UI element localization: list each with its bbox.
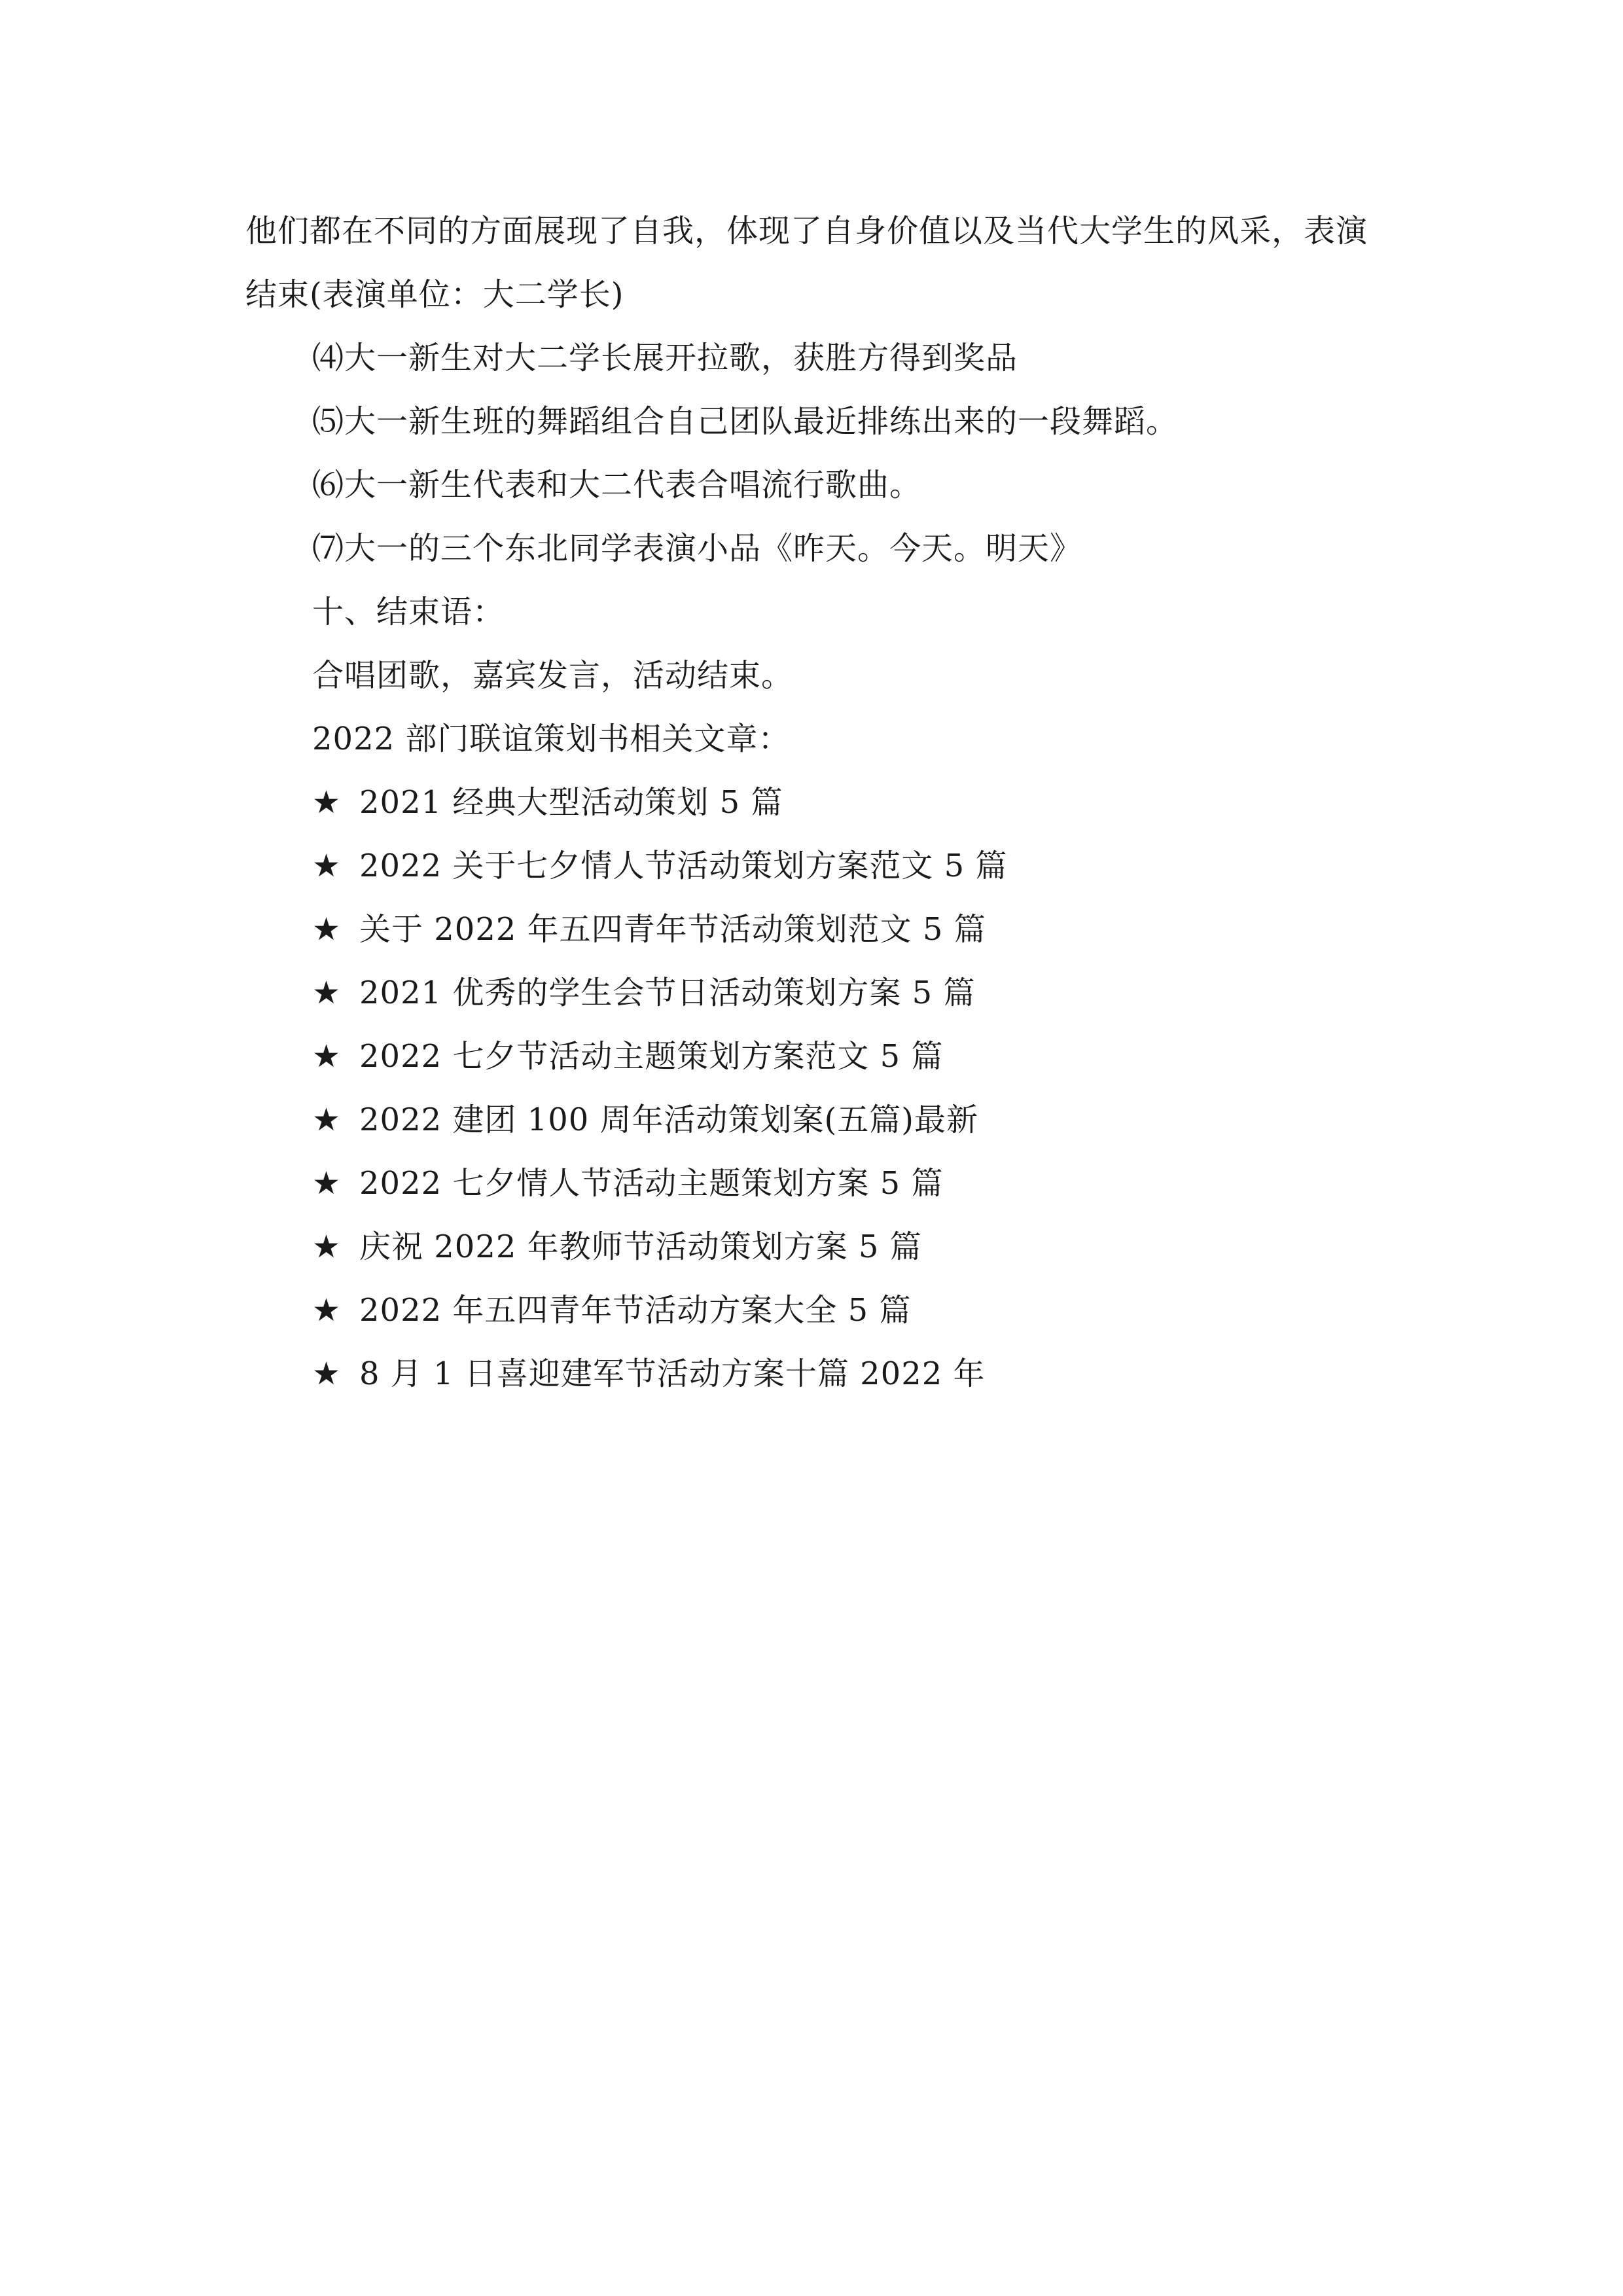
intro-line-2: 结束(表演单位：大二学长) (245, 276, 624, 313)
related-article-link[interactable] (245, 771, 1384, 834)
related-article-title: 2022 七夕情人节活动主题策划方案 5 篇 (359, 1165, 944, 1202)
related-article-link[interactable] (245, 898, 1384, 961)
star-icon: ★ (312, 848, 342, 884)
intro-paragraph (245, 200, 1384, 327)
star-icon: ★ (312, 1102, 342, 1138)
closing-text: 合唱团歌，嘉宾发言，活动结束。 (312, 657, 794, 694)
related-article-link[interactable] (245, 1025, 1384, 1088)
related-article-link[interactable] (245, 1088, 1384, 1152)
star-icon: ★ (312, 1292, 342, 1329)
related-article-title: 2022 七夕节活动主题策划方案范文 5 篇 (359, 1038, 944, 1075)
related-article-link[interactable] (245, 834, 1384, 898)
star-icon: ★ (312, 911, 342, 948)
star-icon: ★ (312, 975, 342, 1011)
related-article-link[interactable] (245, 1342, 1384, 1406)
star-icon: ★ (312, 1038, 342, 1075)
related-article-link[interactable] (245, 1152, 1384, 1215)
program-item-7: ⑺大一的三个东北同学表演小品《昨天。今天。明天》 (312, 530, 1082, 567)
related-article-link[interactable] (245, 1279, 1384, 1342)
star-icon: ★ (312, 784, 342, 821)
related-articles-heading: 2022 部门联谊策划书相关文章： (312, 721, 791, 757)
related-article-title: 8 月 1 日喜迎建军节活动方案十篇 2022 年 (359, 1355, 986, 1392)
star-icon: ★ (312, 1229, 342, 1265)
program-item-6: ⑹大一新生代表和大二代表合唱流行歌曲。 (312, 467, 922, 503)
program-item-4: ⑷大一新生对大二学长展开拉歌，获胜方得到奖品 (312, 340, 1018, 376)
star-icon: ★ (312, 1355, 342, 1392)
related-article-title: 2022 年五四青年节活动方案大全 5 篇 (359, 1292, 912, 1329)
related-article-title: 2022 关于七夕情人节活动策划方案范文 5 篇 (359, 848, 1008, 884)
related-article-title: 庆祝 2022 年教师节活动策划方案 5 篇 (359, 1229, 922, 1265)
intro-line-1: 他们都在不同的方面展现了自我，体现了自身价值以及当代大学生的风采，表演 (245, 213, 1368, 249)
related-article-link[interactable] (245, 961, 1384, 1025)
related-article-title: 2022 建团 100 周年活动策划案(五篇)最新 (359, 1102, 979, 1138)
program-item-5: ⑸大一新生班的舞蹈组合自己团队最近排练出来的一段舞蹈。 (312, 403, 1179, 440)
related-article-title: 关于 2022 年五四青年节活动策划范文 5 篇 (359, 911, 986, 948)
document-body (245, 200, 1384, 1406)
related-article-title: 2021 经典大型活动策划 5 篇 (359, 784, 783, 821)
star-icon: ★ (312, 1165, 342, 1202)
related-article-link[interactable] (245, 1215, 1384, 1279)
section-heading-closing: 十、结束语： (312, 594, 505, 630)
related-article-title: 2021 优秀的学生会节日活动策划方案 5 篇 (359, 975, 976, 1011)
